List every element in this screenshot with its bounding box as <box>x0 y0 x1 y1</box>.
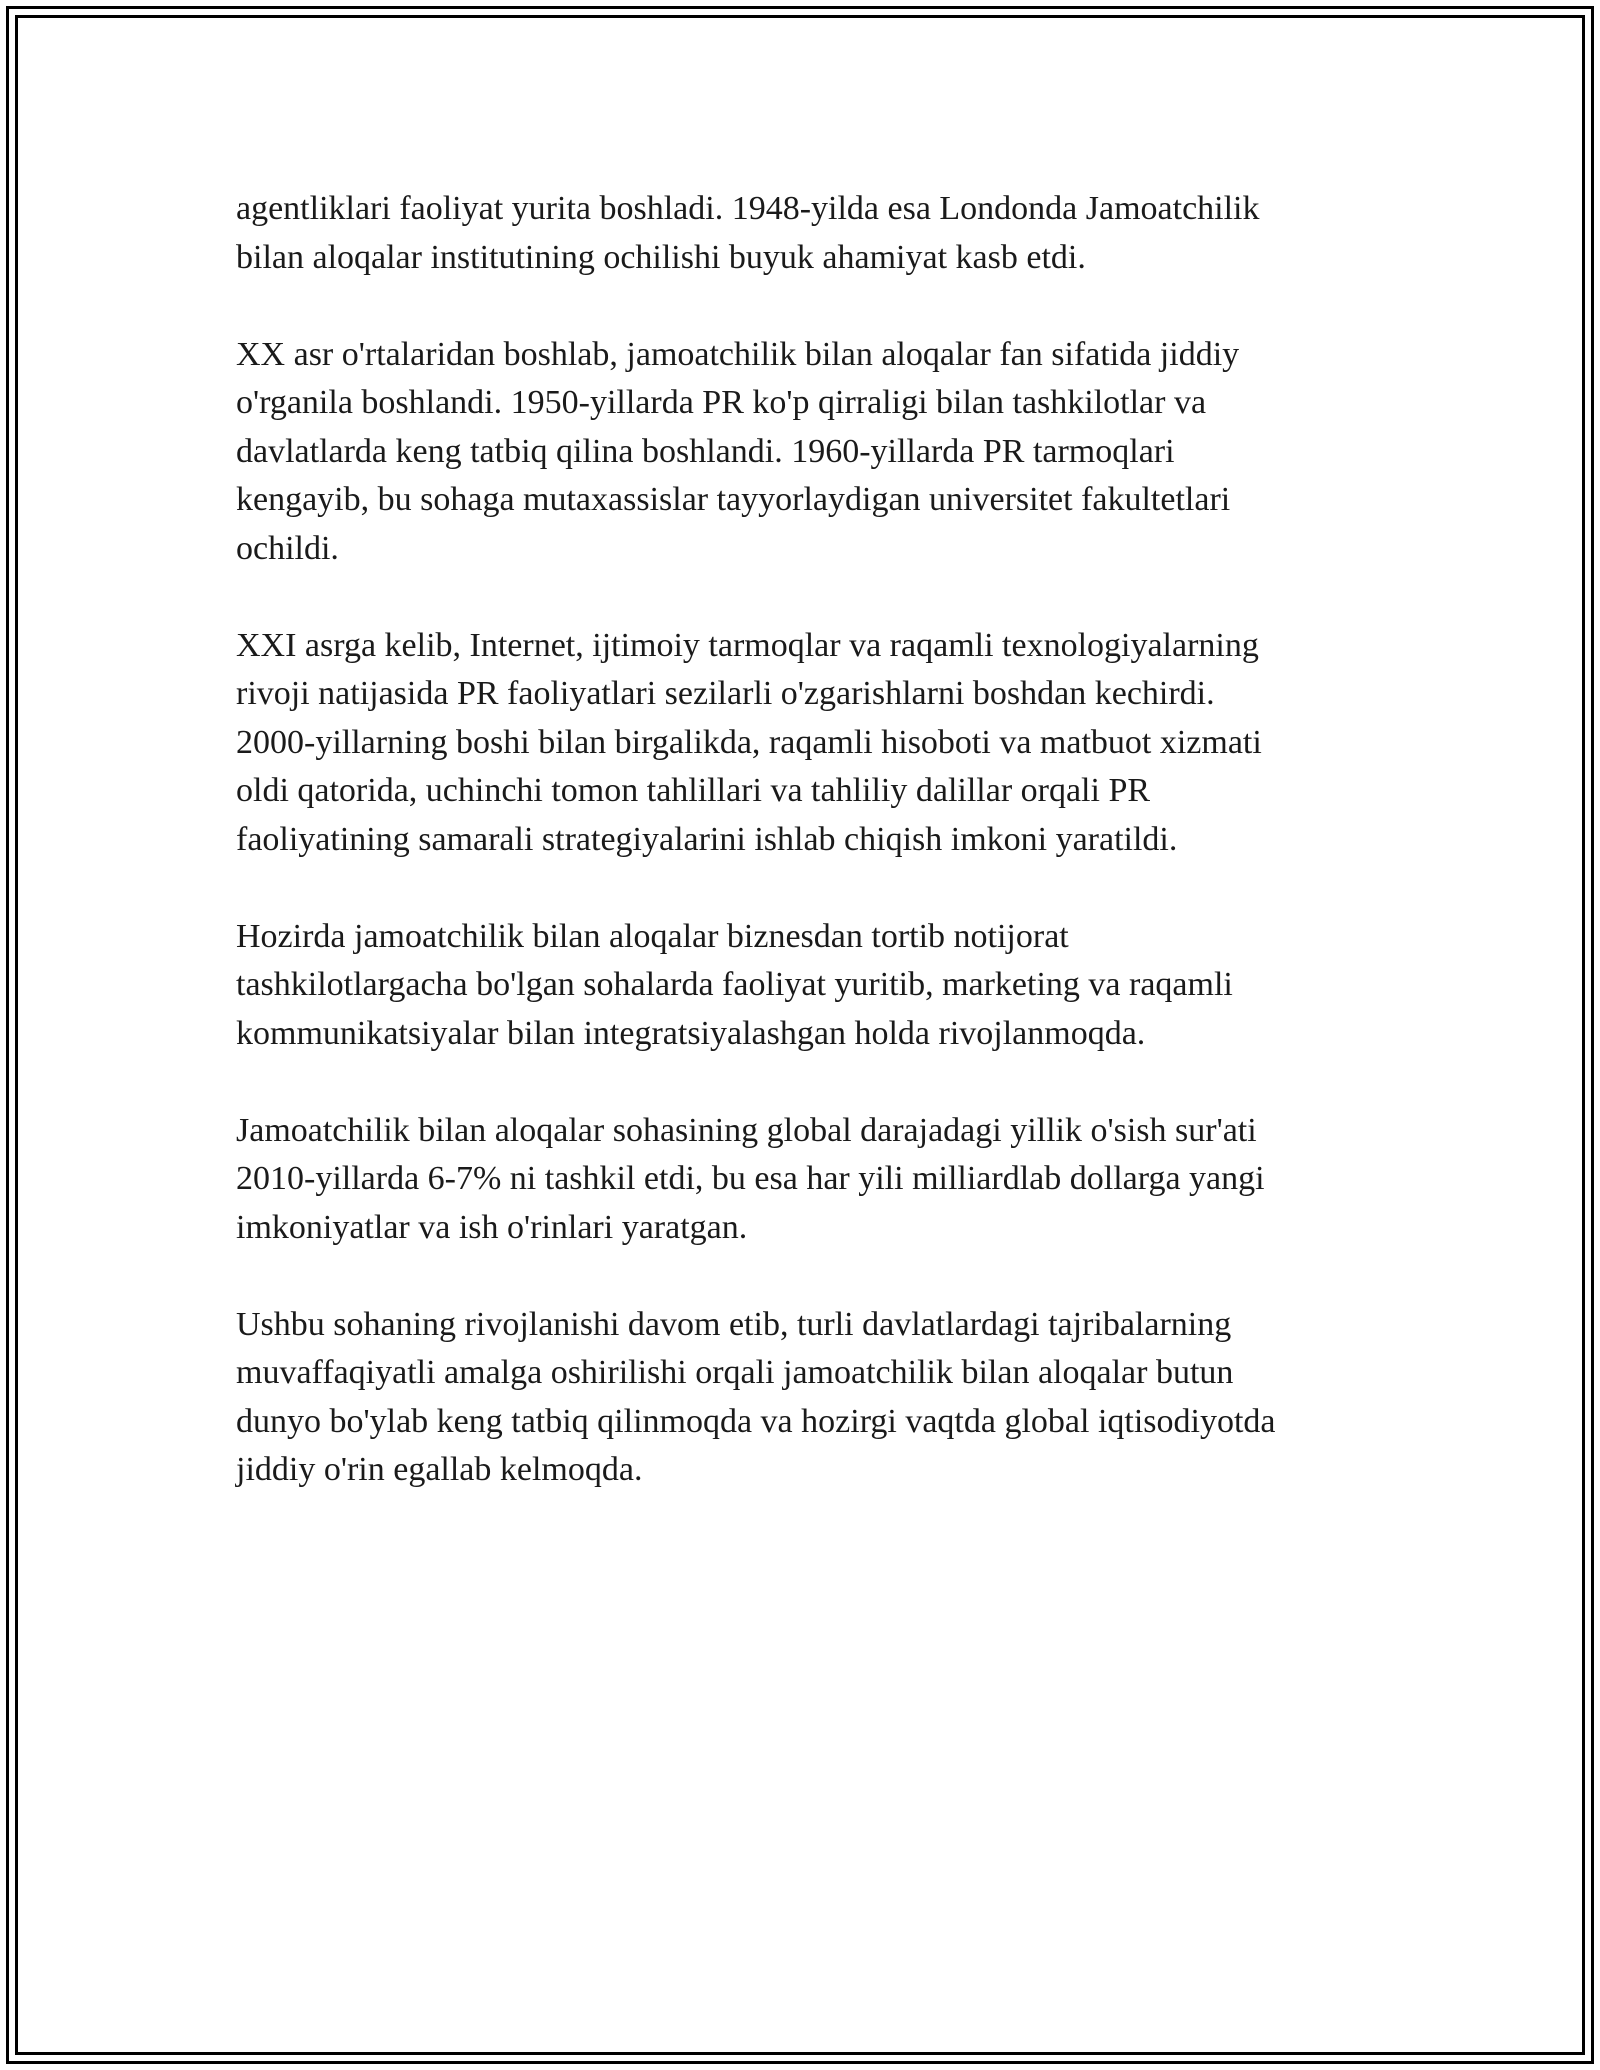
paragraph-4: Hozirda jamoatchilik bilan aloqalar biznesdan tortib notijorat tashkilotlargacha bo'lgan sohalarda faoliyat yuritib, marketing va raqamli kommunikatsiyalar bilan integratsiyalashgan holda rivojlanmoqda. <box>236 917 1233 1052</box>
paragraph-3: XXI asrga kelib, Internet, ijtimoiy tarmoqlar va raqamli texnologiyalarning rivoji natijasida PR faoliyatlari sezilarli o'zgarishlarni boshdan kechirdi. 2000-yillarning boshi bilan birgalikda, raqamli hisoboti va matbuot xizmati oldi qatorida, uchinchi tomon tahlillari va tahliliy dalillar orqali PR faoliyatining samarali strategiyalarini ishlab chiqish imkoni yaratildi. <box>236 626 1262 858</box>
document-body <box>236 185 1376 1543</box>
paragraph-2: XX asr o'rtalaridan boshlab, jamoatchilik bilan aloqalar fan sifatida jiddiy o'rganila boshlandi. 1950-yillarda PR ko'p qirraligi bilan tashkilotlar va davlatlarda keng tatbiq qilina boshlandi. 1960-yillarda PR tarmoqlari kengayib, bu sohaga mutaxassislar tayyorlaydigan universitet fakultetlari ochildi. <box>236 335 1240 567</box>
paragraph-1: agentliklari faoliyat yurita boshladi. 1948-yilda esa Londonda Jamoatchilik bilan aloqalar institutining ochilishi buyuk ahamiyat kasb etdi. <box>236 190 1260 276</box>
paragraph-6: Ushbu sohaning rivojlanishi davom etib, turli davlatlardagi tajribalarning muvaffaqiyatli amalga oshirilishi orqali jamoatchilik bilan aloqalar butun dunyo bo'ylab keng tatbiq qilinmoqda va hozirgi vaqtda global iqtisodiyotda jiddiy o'rin egallab kelmoqda. <box>236 1305 1276 1488</box>
paragraph-5: Jamoatchilik bilan aloqalar sohasining global darajadagi yillik o'sish sur'ati 2010-yillarda 6-7% ni tashkil etdi, bu esa har yili milliardlab dollarga yangi imkoniyatlar va ish o'rinlari yaratgan. <box>236 1111 1265 1246</box>
